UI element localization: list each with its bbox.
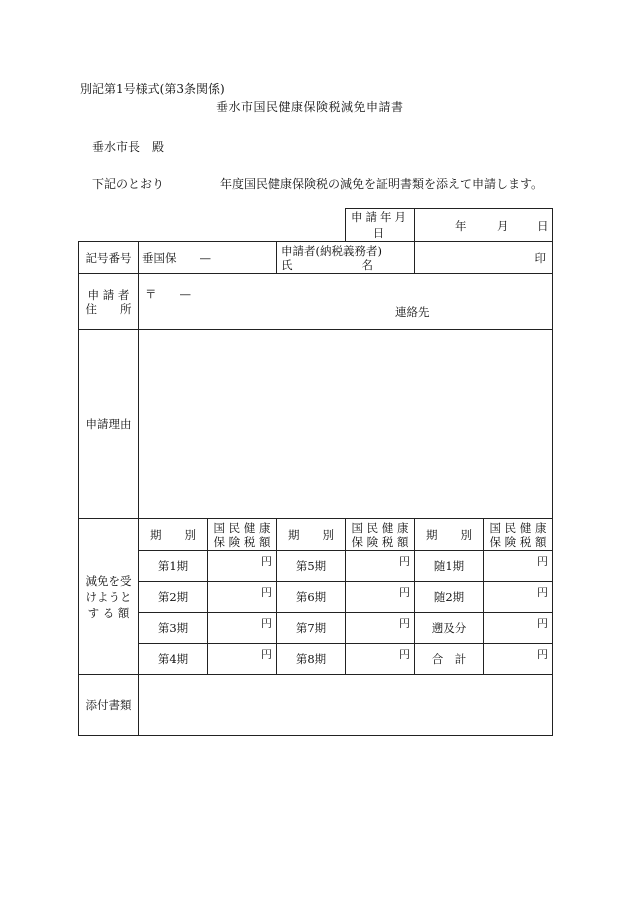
table-row [79, 551, 553, 582]
period-label: 第5期 [277, 551, 346, 582]
tax-amount-field[interactable] [346, 613, 415, 644]
tax-amount-field[interactable] [208, 551, 277, 582]
col-tax-header: 国 民 健 康 保 険 税 額 [208, 519, 277, 551]
tax-amount-field[interactable] [484, 613, 553, 644]
yen-unit: 円 [399, 586, 410, 599]
symbol-number-label: 記号番号 [79, 242, 139, 274]
yen-unit: 円 [261, 648, 272, 661]
period-label: 随1期 [415, 551, 484, 582]
yen-unit: 円 [399, 617, 410, 630]
tax-amount-field[interactable] [346, 644, 415, 675]
tax-amount-field[interactable] [346, 551, 415, 582]
document-title: 垂水市国民健康保険税減免申請書 [216, 100, 404, 114]
reason-label: 申請理由 [79, 330, 139, 519]
tax-amount-field[interactable] [208, 613, 277, 644]
period-label: 第1期 [139, 551, 208, 582]
period-label: 第6期 [277, 582, 346, 613]
period-label: 遡及分 [415, 613, 484, 644]
address-field[interactable] [139, 274, 553, 330]
contact-label: 連絡先 [395, 305, 430, 319]
tax-amount-field[interactable] [208, 582, 277, 613]
yen-unit: 円 [261, 617, 272, 630]
table-row [79, 582, 553, 613]
tax-amount-field[interactable] [208, 644, 277, 675]
period-label: 第3期 [139, 613, 208, 644]
intro-right: 年度国民健康保険税の減免を証明書類を添えて申請します。 [220, 177, 544, 191]
period-label: 第4期 [139, 644, 208, 675]
symbol-number-field[interactable] [139, 242, 277, 274]
addressee: 垂水市長 殿 [92, 140, 165, 154]
intro-left: 下記のとおり [92, 177, 165, 191]
yen-unit: 円 [399, 648, 410, 661]
yen-unit: 円 [537, 586, 548, 599]
application-date-label: 申請年月日 [346, 209, 415, 242]
date-day-label: 日 [537, 219, 549, 233]
address-label: 申 請 者 住 所 [79, 274, 139, 330]
attachments-label: 添付書類 [79, 675, 139, 736]
applicant-name-field[interactable] [415, 242, 553, 274]
col-period-header: 期 別 [139, 519, 208, 551]
yen-unit: 円 [537, 617, 548, 630]
col-tax-header: 国 民 健 康 保 険 税 額 [346, 519, 415, 551]
yen-unit: 円 [537, 648, 548, 661]
postal-code: 〒 — [145, 287, 191, 301]
tax-amount-field[interactable] [484, 582, 553, 613]
tax-amount-field[interactable] [346, 582, 415, 613]
yen-unit: 円 [261, 555, 272, 568]
yen-unit: 円 [261, 586, 272, 599]
symbol-number-value: 垂国保 — [142, 250, 211, 265]
period-label: 随2期 [415, 582, 484, 613]
applicant-name-label: 申請者(納税義務者) 氏 名 [277, 242, 415, 274]
seal-mark: 印 [534, 250, 546, 265]
col-tax-header: 国 民 健 康 保 険 税 額 [484, 519, 553, 551]
col-period-header: 期 別 [277, 519, 346, 551]
attachments-field[interactable] [139, 675, 553, 736]
reason-field[interactable] [139, 330, 553, 519]
yen-unit: 円 [399, 555, 410, 568]
table-row [79, 613, 553, 644]
date-month-label: 月 [497, 219, 509, 233]
form-reference: 別記第1号様式(第3条関係) [80, 82, 225, 96]
total-label: 合 計 [415, 644, 484, 675]
col-period-header: 期 別 [415, 519, 484, 551]
period-label: 第7期 [277, 613, 346, 644]
period-label: 第8期 [277, 644, 346, 675]
yen-unit: 円 [537, 555, 548, 568]
reduction-amount-label: 減免を受 けようと す る 額 [79, 519, 139, 675]
application-form-table [78, 208, 553, 736]
period-label: 第2期 [139, 582, 208, 613]
tax-amount-field[interactable] [484, 551, 553, 582]
table-row [79, 644, 553, 675]
total-amount-field[interactable] [484, 644, 553, 675]
date-year-label: 年 [455, 219, 467, 233]
application-date-field[interactable] [415, 209, 553, 242]
